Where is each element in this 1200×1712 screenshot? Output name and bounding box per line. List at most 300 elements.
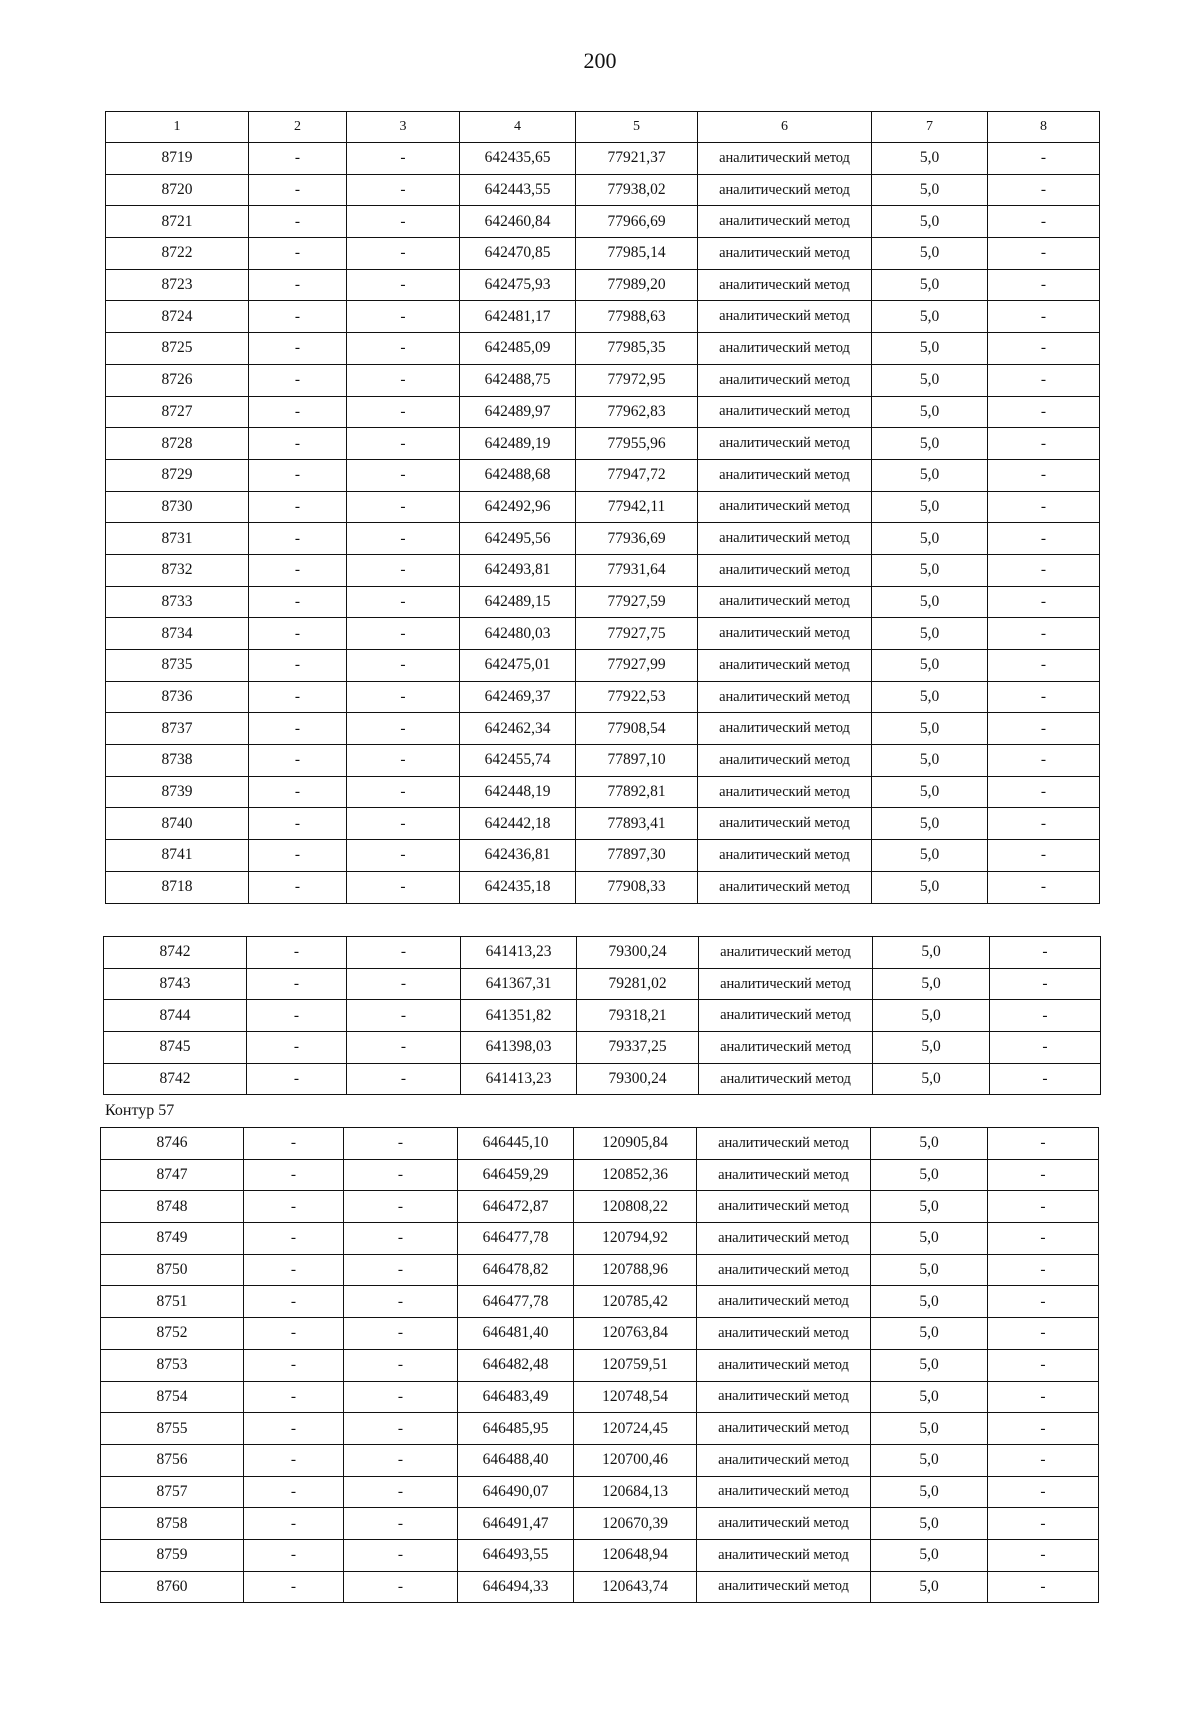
table-cell: 642489,15: [460, 586, 576, 618]
table-cell: -: [347, 745, 460, 777]
table-cell: 77921,37: [576, 143, 698, 175]
table-cell: 77908,54: [576, 713, 698, 745]
table-cell: аналитический метод: [698, 396, 872, 428]
table-cell: 77985,14: [576, 238, 698, 270]
table-cell: -: [244, 1159, 344, 1191]
table-cell: аналитический метод: [697, 1191, 871, 1223]
table-cell: 642489,97: [460, 396, 576, 428]
table-cell: -: [347, 808, 460, 840]
table-cell: аналитический метод: [698, 143, 872, 175]
table-cell: аналитический метод: [698, 238, 872, 270]
table-cell: 79300,24: [577, 1063, 699, 1095]
column-header: 1: [106, 112, 249, 143]
table-cell: 642470,85: [460, 238, 576, 270]
table-cell: -: [247, 937, 347, 969]
table-row: [101, 1476, 1099, 1508]
table-cell: 8753: [101, 1349, 244, 1381]
table-cell: -: [988, 745, 1100, 777]
table-cell: 646491,47: [458, 1508, 574, 1540]
table-cell: -: [988, 871, 1100, 903]
table-cell: 77897,10: [576, 745, 698, 777]
table-cell: -: [347, 1063, 461, 1095]
table-cell: -: [347, 459, 460, 491]
table-row: [106, 301, 1100, 333]
column-header: 2: [249, 112, 347, 143]
table-cell: 8723: [106, 269, 249, 301]
table-cell: 77947,72: [576, 459, 698, 491]
table-cell: -: [249, 840, 347, 872]
table-cell: 8748: [101, 1191, 244, 1223]
table-cell: 5,0: [872, 523, 988, 555]
table-row: [101, 1128, 1099, 1160]
table-row: [106, 586, 1100, 618]
table-cell: -: [249, 364, 347, 396]
table-cell: аналитический метод: [698, 333, 872, 365]
table-cell: -: [244, 1286, 344, 1318]
table-cell: -: [990, 1063, 1101, 1095]
table-row: [106, 776, 1100, 808]
table-cell: 8756: [101, 1444, 244, 1476]
table-cell: -: [988, 301, 1100, 333]
table-cell: 8745: [104, 1032, 247, 1064]
table-cell: 77893,41: [576, 808, 698, 840]
table-cell: -: [249, 776, 347, 808]
table-cell: 5,0: [872, 364, 988, 396]
table-cell: 5,0: [872, 713, 988, 745]
table-cell: аналитический метод: [697, 1286, 871, 1318]
table-row: [101, 1508, 1099, 1540]
table-cell: 8732: [106, 554, 249, 586]
table-cell: 641398,03: [461, 1032, 577, 1064]
column-header: 4: [460, 112, 576, 143]
table-cell: -: [347, 364, 460, 396]
table-cell: 120852,36: [574, 1159, 697, 1191]
table-cell: 8727: [106, 396, 249, 428]
table-row: [106, 333, 1100, 365]
table-cell: -: [244, 1191, 344, 1223]
table-cell: 77972,95: [576, 364, 698, 396]
table-cell: 646477,78: [458, 1286, 574, 1318]
table-cell: 5,0: [872, 618, 988, 650]
table-row: [106, 840, 1100, 872]
table-cell: аналитический метод: [697, 1571, 871, 1603]
table-cell: -: [988, 364, 1100, 396]
table-cell: -: [249, 269, 347, 301]
table-cell: 8751: [101, 1286, 244, 1318]
table-cell: -: [344, 1318, 458, 1350]
table-cell: 120808,22: [574, 1191, 697, 1223]
table-cell: 642475,93: [460, 269, 576, 301]
table-cell: 77931,64: [576, 554, 698, 586]
table-cell: 8733: [106, 586, 249, 618]
table-cell: 5,0: [872, 269, 988, 301]
table-cell: 646490,07: [458, 1476, 574, 1508]
table-cell: 120905,84: [574, 1128, 697, 1160]
table-cell: 646445,10: [458, 1128, 574, 1160]
table-cell: -: [247, 1000, 347, 1032]
table-cell: -: [244, 1254, 344, 1286]
table-cell: -: [988, 269, 1100, 301]
table-cell: -: [249, 586, 347, 618]
table-row: [106, 681, 1100, 713]
table-cell: 641413,23: [461, 937, 577, 969]
table-cell: 642492,96: [460, 491, 576, 523]
column-header: 6: [698, 112, 872, 143]
table-cell: -: [244, 1128, 344, 1160]
table-cell: 120788,96: [574, 1254, 697, 1286]
table-cell: 5,0: [873, 937, 990, 969]
table-cell: -: [988, 650, 1100, 682]
table-cell: -: [988, 143, 1100, 175]
table-cell: аналитический метод: [698, 428, 872, 460]
table-row: [104, 1000, 1101, 1032]
table-cell: 5,0: [873, 1063, 990, 1095]
coordinates-table-2: [103, 936, 1101, 1095]
table-cell: -: [347, 554, 460, 586]
table-cell: 646482,48: [458, 1349, 574, 1381]
table-cell: 8747: [101, 1159, 244, 1191]
table-cell: -: [347, 968, 461, 1000]
table-cell: 642455,74: [460, 745, 576, 777]
table-row: [101, 1254, 1099, 1286]
table-cell: -: [988, 1381, 1099, 1413]
table-cell: 642442,18: [460, 808, 576, 840]
table-cell: аналитический метод: [697, 1413, 871, 1445]
table-cell: 5,0: [872, 301, 988, 333]
table-cell: аналитический метод: [698, 745, 872, 777]
table-cell: -: [347, 491, 460, 523]
table-cell: -: [988, 1191, 1099, 1223]
table-cell: 5,0: [872, 459, 988, 491]
table-cell: -: [988, 681, 1100, 713]
table-cell: -: [249, 618, 347, 650]
table-cell: -: [988, 523, 1100, 555]
table-cell: -: [249, 650, 347, 682]
table-cell: -: [244, 1571, 344, 1603]
table-cell: 77927,99: [576, 650, 698, 682]
table-cell: 5,0: [872, 491, 988, 523]
table-row: [106, 871, 1100, 903]
table-cell: аналитический метод: [699, 937, 873, 969]
table-cell: аналитический метод: [698, 206, 872, 238]
table-cell: 8742: [104, 937, 247, 969]
table-cell: 642488,68: [460, 459, 576, 491]
table-cell: 77936,69: [576, 523, 698, 555]
table-cell: аналитический метод: [698, 808, 872, 840]
table-cell: 8760: [101, 1571, 244, 1603]
table-cell: -: [347, 428, 460, 460]
table-cell: 8738: [106, 745, 249, 777]
table-cell: 5,0: [872, 333, 988, 365]
table-cell: -: [988, 1223, 1099, 1255]
table-cell: -: [347, 681, 460, 713]
page-number: 200: [583, 48, 617, 73]
table-cell: 5,0: [872, 396, 988, 428]
table-cell: -: [244, 1444, 344, 1476]
table-cell: -: [344, 1381, 458, 1413]
table-cell: аналитический метод: [698, 491, 872, 523]
table-cell: 8742: [104, 1063, 247, 1095]
table-cell: 641367,31: [461, 968, 577, 1000]
table-cell: 8752: [101, 1318, 244, 1350]
table-row: [106, 713, 1100, 745]
table-cell: 120684,13: [574, 1476, 697, 1508]
table-cell: аналитический метод: [698, 364, 872, 396]
table-cell: 77927,59: [576, 586, 698, 618]
table-cell: -: [988, 1508, 1099, 1540]
table-cell: -: [344, 1191, 458, 1223]
table-cell: аналитический метод: [699, 1032, 873, 1064]
table-cell: 120648,94: [574, 1539, 697, 1571]
table-cell: аналитический метод: [698, 650, 872, 682]
table-cell: 8755: [101, 1413, 244, 1445]
table-row: [106, 269, 1100, 301]
table-cell: -: [988, 618, 1100, 650]
table-cell: 77966,69: [576, 206, 698, 238]
table-cell: -: [988, 1349, 1099, 1381]
table-cell: -: [344, 1254, 458, 1286]
table-cell: 5,0: [872, 776, 988, 808]
table-cell: -: [244, 1349, 344, 1381]
table-cell: 642435,18: [460, 871, 576, 903]
table-row: [101, 1539, 1099, 1571]
table-cell: 79281,02: [577, 968, 699, 1000]
table-cell: -: [988, 776, 1100, 808]
table-cell: 8737: [106, 713, 249, 745]
table-cell: 5,0: [872, 681, 988, 713]
table-cell: 642469,37: [460, 681, 576, 713]
table-header-row: [106, 112, 1100, 143]
table-cell: -: [990, 1000, 1101, 1032]
table-row: [104, 937, 1101, 969]
table-cell: 8734: [106, 618, 249, 650]
table-cell: -: [249, 143, 347, 175]
column-header: 5: [576, 112, 698, 143]
table-row: [106, 396, 1100, 428]
table-cell: 642436,81: [460, 840, 576, 872]
table-cell: 120643,74: [574, 1571, 697, 1603]
table-cell: 5,0: [871, 1571, 988, 1603]
table-row: [104, 1032, 1101, 1064]
table-cell: -: [347, 937, 461, 969]
table-cell: 8724: [106, 301, 249, 333]
table-cell: 120700,46: [574, 1444, 697, 1476]
table-cell: 5,0: [871, 1508, 988, 1540]
table-cell: 8759: [101, 1539, 244, 1571]
table-cell: 646459,29: [458, 1159, 574, 1191]
table-cell: -: [249, 333, 347, 365]
table-cell: -: [344, 1159, 458, 1191]
table-cell: 5,0: [871, 1254, 988, 1286]
table-cell: 642460,84: [460, 206, 576, 238]
table-cell: 120759,51: [574, 1349, 697, 1381]
table-cell: -: [347, 1000, 461, 1032]
table-cell: 5,0: [872, 238, 988, 270]
table-cell: аналитический метод: [698, 459, 872, 491]
table-cell: -: [344, 1286, 458, 1318]
table-cell: 642480,03: [460, 618, 576, 650]
table-cell: -: [990, 968, 1101, 1000]
table-cell: 77955,96: [576, 428, 698, 460]
table-cell: 5,0: [871, 1413, 988, 1445]
table-cell: -: [244, 1476, 344, 1508]
table-cell: -: [244, 1413, 344, 1445]
table-cell: -: [244, 1539, 344, 1571]
table-cell: -: [344, 1349, 458, 1381]
table-row: [106, 143, 1100, 175]
table-cell: 646478,82: [458, 1254, 574, 1286]
table-cell: 5,0: [871, 1539, 988, 1571]
table-row: [106, 238, 1100, 270]
table-cell: 79337,25: [577, 1032, 699, 1064]
table-cell: -: [347, 238, 460, 270]
table-cell: 8728: [106, 428, 249, 460]
table-row: [101, 1223, 1099, 1255]
table-cell: 5,0: [871, 1223, 988, 1255]
table-row: [106, 650, 1100, 682]
table-cell: 5,0: [872, 554, 988, 586]
table-cell: -: [347, 618, 460, 650]
table-cell: 5,0: [873, 1000, 990, 1032]
table-cell: -: [347, 269, 460, 301]
table-row: [101, 1191, 1099, 1223]
table-cell: аналитический метод: [697, 1159, 871, 1191]
table-cell: -: [988, 174, 1100, 206]
table-cell: 8749: [101, 1223, 244, 1255]
table-cell: -: [988, 238, 1100, 270]
table-cell: 646493,55: [458, 1539, 574, 1571]
table-cell: -: [344, 1223, 458, 1255]
table-cell: 5,0: [871, 1444, 988, 1476]
table-cell: аналитический метод: [697, 1539, 871, 1571]
table-cell: 8725: [106, 333, 249, 365]
table-cell: 8722: [106, 238, 249, 270]
table-cell: -: [244, 1318, 344, 1350]
table-cell: 646494,33: [458, 1571, 574, 1603]
table-cell: 646483,49: [458, 1381, 574, 1413]
table-cell: -: [988, 1571, 1099, 1603]
table-cell: -: [347, 396, 460, 428]
table-cell: аналитический метод: [697, 1381, 871, 1413]
table-cell: 5,0: [871, 1159, 988, 1191]
table-row: [101, 1286, 1099, 1318]
table-cell: аналитический метод: [698, 618, 872, 650]
table-cell: аналитический метод: [698, 523, 872, 555]
table-cell: аналитический метод: [699, 968, 873, 1000]
table-cell: аналитический метод: [697, 1254, 871, 1286]
table-cell: 8754: [101, 1381, 244, 1413]
table-cell: 77962,83: [576, 396, 698, 428]
table-cell: 120724,45: [574, 1413, 697, 1445]
table-cell: 5,0: [872, 143, 988, 175]
table-cell: аналитический метод: [698, 681, 872, 713]
table-cell: 77985,35: [576, 333, 698, 365]
table-cell: -: [347, 174, 460, 206]
table-cell: -: [347, 713, 460, 745]
table-cell: -: [247, 1032, 347, 1064]
table-row: [101, 1571, 1099, 1603]
table-cell: -: [988, 333, 1100, 365]
coordinates-table-1: [105, 111, 1100, 904]
table-cell: 641413,23: [461, 1063, 577, 1095]
table-row: [106, 808, 1100, 840]
table-cell: -: [988, 1476, 1099, 1508]
table-cell: 5,0: [872, 745, 988, 777]
table-cell: -: [244, 1223, 344, 1255]
table-cell: 120763,84: [574, 1318, 697, 1350]
table-cell: -: [344, 1476, 458, 1508]
table-cell: 642462,34: [460, 713, 576, 745]
table-cell: 5,0: [871, 1191, 988, 1223]
table-row: [106, 174, 1100, 206]
table-cell: -: [249, 713, 347, 745]
table-cell: -: [988, 1318, 1099, 1350]
table-cell: 8729: [106, 459, 249, 491]
table-cell: 8735: [106, 650, 249, 682]
table-row: [106, 428, 1100, 460]
table-cell: аналитический метод: [698, 776, 872, 808]
table-row: [101, 1159, 1099, 1191]
table-cell: -: [347, 650, 460, 682]
table-cell: аналитический метод: [697, 1128, 871, 1160]
table-cell: 8720: [106, 174, 249, 206]
table-cell: 5,0: [872, 650, 988, 682]
table-cell: -: [247, 968, 347, 1000]
table-cell: -: [247, 1063, 347, 1095]
table-cell: 8757: [101, 1476, 244, 1508]
table-cell: аналитический метод: [697, 1508, 871, 1540]
table-row: [106, 206, 1100, 238]
table-cell: 77942,11: [576, 491, 698, 523]
table-cell: 646477,78: [458, 1223, 574, 1255]
table-cell: -: [344, 1571, 458, 1603]
table-cell: 77988,63: [576, 301, 698, 333]
table-cell: 77922,53: [576, 681, 698, 713]
table-cell: 5,0: [872, 808, 988, 840]
table-row: [101, 1318, 1099, 1350]
table-cell: -: [249, 745, 347, 777]
table-cell: -: [347, 206, 460, 238]
table-cell: 5,0: [871, 1318, 988, 1350]
table-row: [106, 618, 1100, 650]
table-cell: -: [249, 681, 347, 713]
table-cell: -: [249, 459, 347, 491]
table-cell: 77897,30: [576, 840, 698, 872]
table-cell: аналитический метод: [697, 1223, 871, 1255]
table-cell: аналитический метод: [698, 871, 872, 903]
table-cell: 77927,75: [576, 618, 698, 650]
table-cell: -: [344, 1444, 458, 1476]
table-cell: 5,0: [872, 206, 988, 238]
table-cell: 8758: [101, 1508, 244, 1540]
table-cell: 5,0: [872, 871, 988, 903]
table-cell: аналитический метод: [698, 174, 872, 206]
table-cell: -: [249, 871, 347, 903]
table-row: [106, 523, 1100, 555]
table-cell: -: [244, 1381, 344, 1413]
table-cell: -: [988, 1286, 1099, 1318]
table-row: [106, 459, 1100, 491]
table-cell: -: [249, 428, 347, 460]
table-cell: 77938,02: [576, 174, 698, 206]
table-cell: 8718: [106, 871, 249, 903]
table-cell: 5,0: [872, 174, 988, 206]
table-cell: 5,0: [872, 840, 988, 872]
table-cell: 8743: [104, 968, 247, 1000]
table-cell: -: [347, 1032, 461, 1064]
table-cell: -: [988, 554, 1100, 586]
table-row: [101, 1381, 1099, 1413]
